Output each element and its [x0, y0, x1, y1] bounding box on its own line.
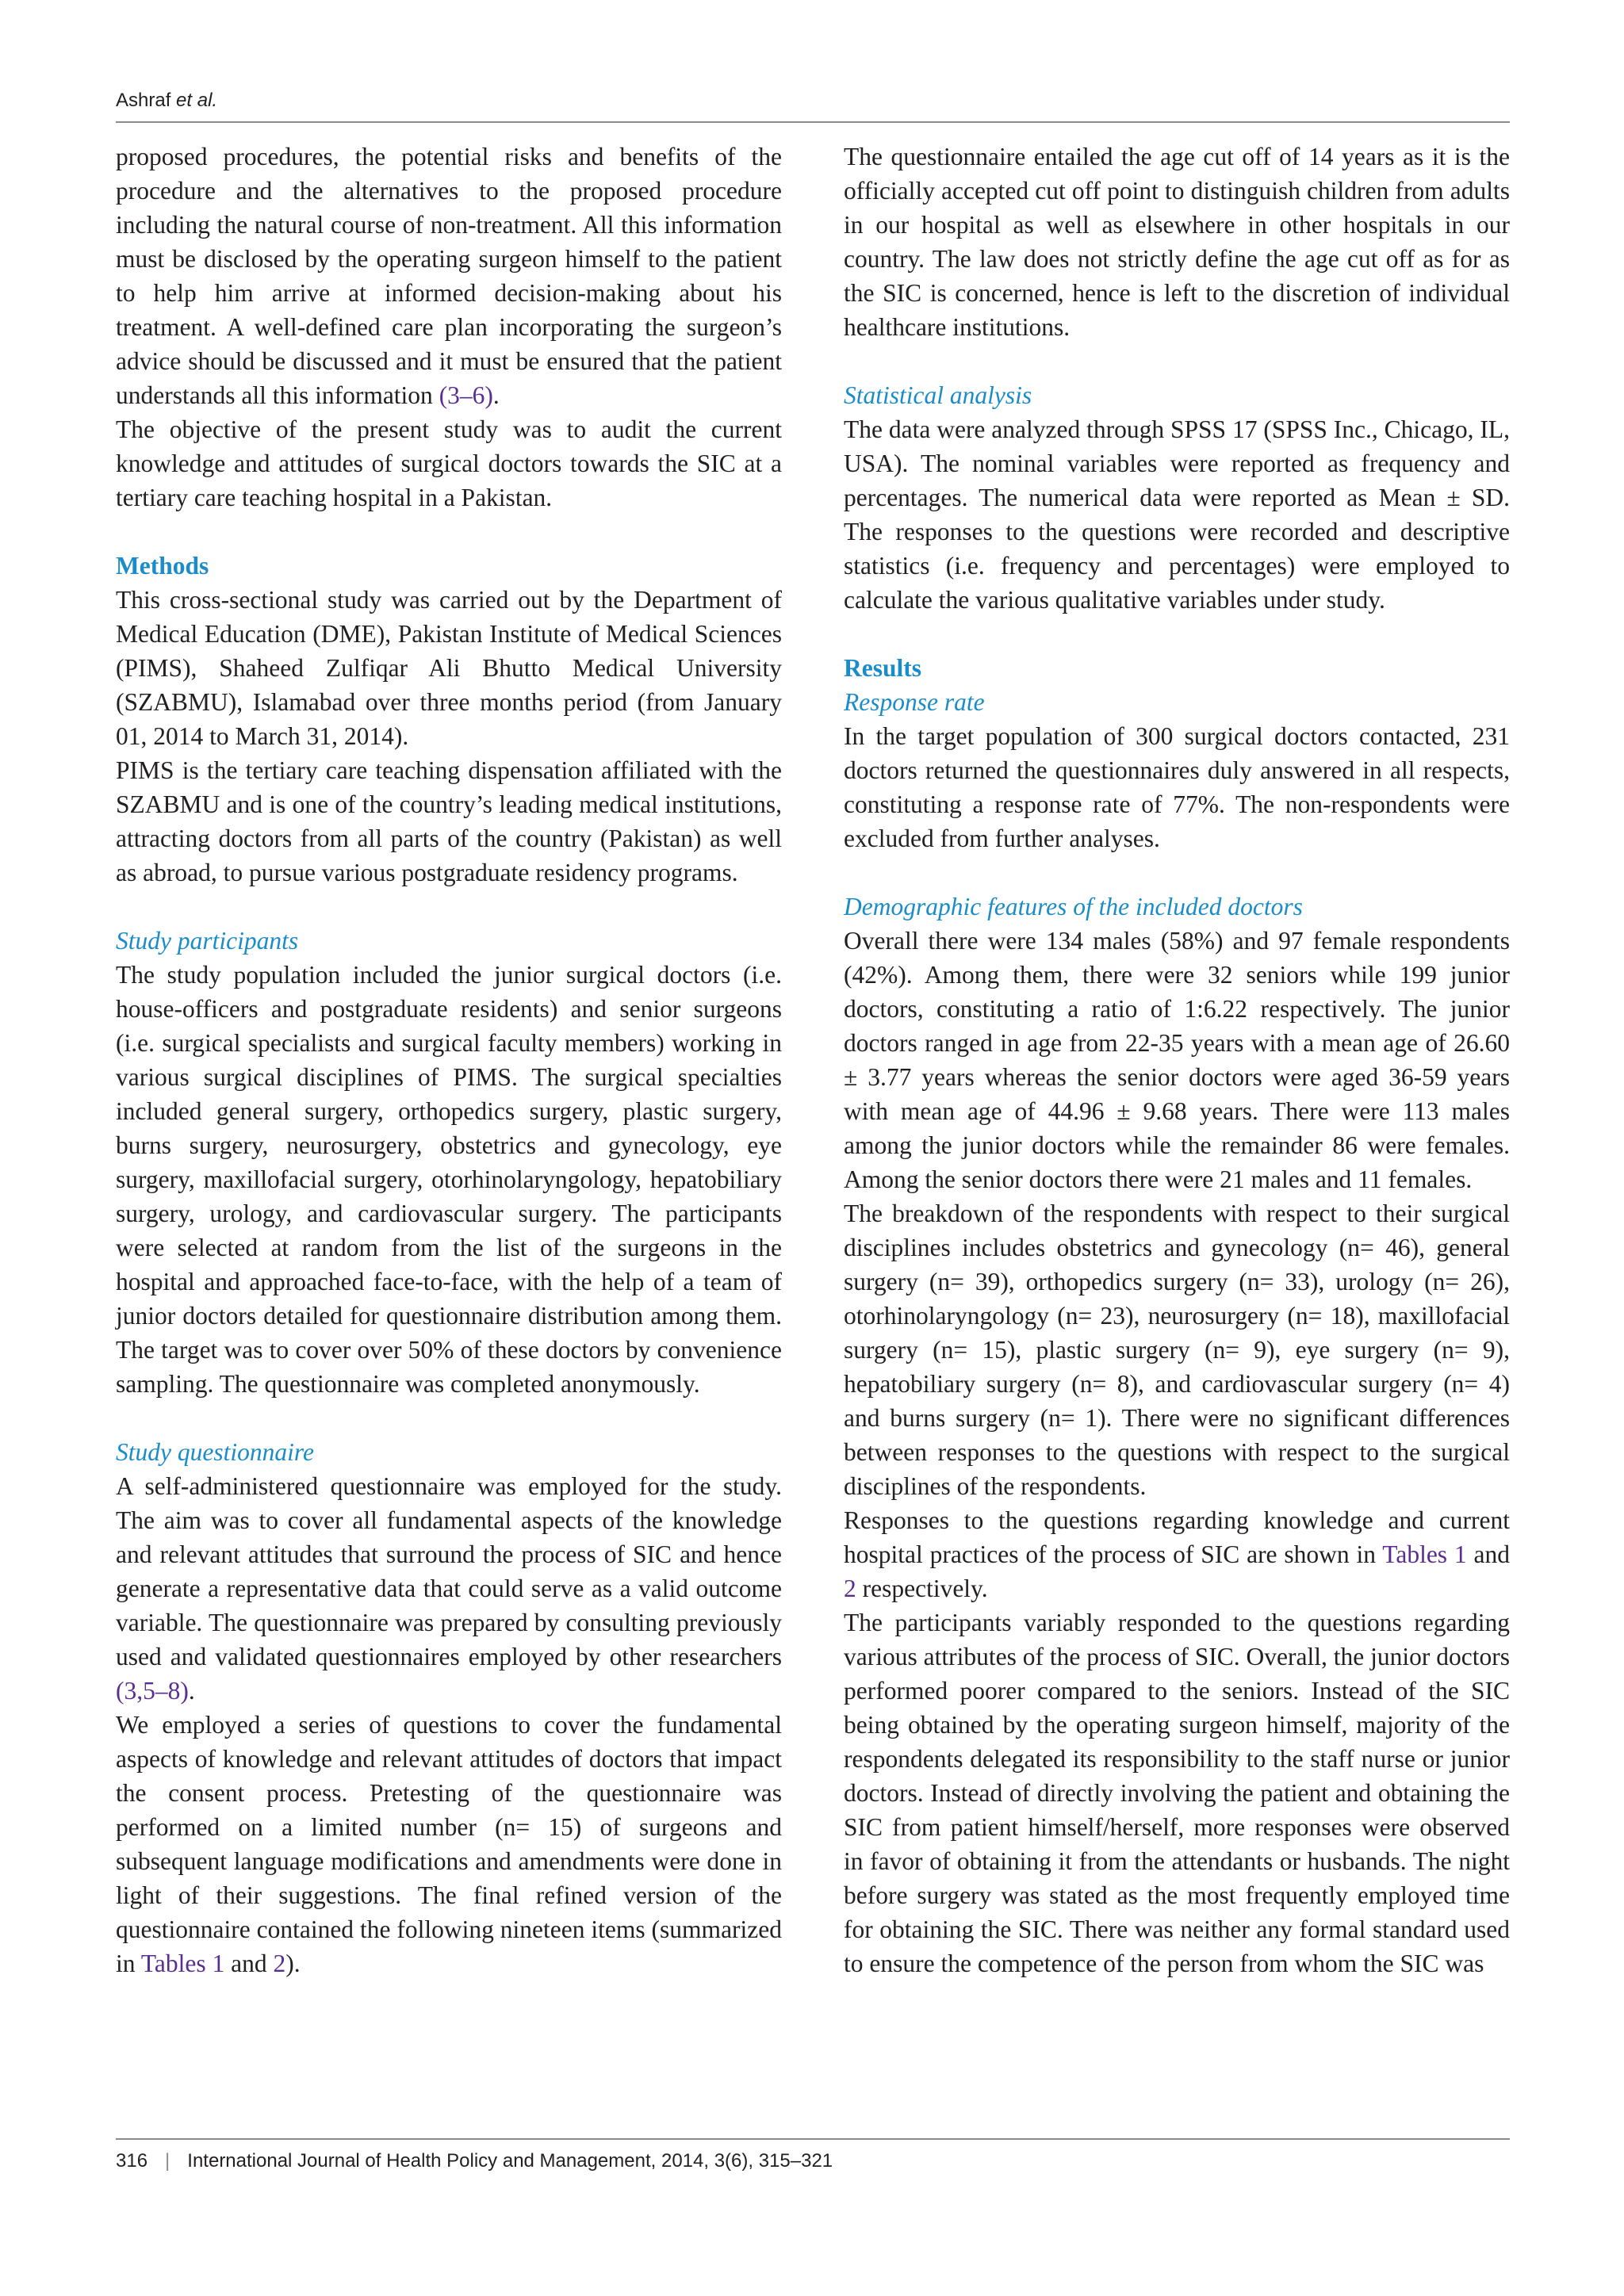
paragraph: This cross-sectional study was carried out by the Department of Medical Education (DME), Pakistan Institute of Medical Sciences (PIMS), Shaheed Zulfiqar Ali Bhutto Medical University (SZABMU), Islamabad over three months period (from January 01, 2014 to March 31, 2014). — [116, 586, 782, 750]
paragraph-text: We employed a series of questions to cover the fundamental aspects of knowledge and relevant attitudes of doctors that impact the consent process. Pretesting of the questionnaire was performed on a limited number (n= 15) of surgeons and subsequent language modifications and amendments were done in light of their suggestions. The final refined version of the questionnaire contained the following nineteen items (summarized in — [116, 1711, 782, 1977]
header-rule — [116, 121, 1510, 123]
paragraph: The questionnaire entailed the age cut off of 14 years as it is the officially accepted cut off point to distinguish children from adults in our hospital as well as elsewhere in other hospitals in our country. The law does not strictly define the age cut off as for as the SIC is concerned, hence is left to the discretion of individual healthcare institutions. — [844, 143, 1510, 341]
paragraph-text: ). — [285, 1950, 301, 1977]
paragraph: The objective of the present study was to audit the current knowledge and attitudes of surgical doctors towards the SIC at a tertiary care teaching hospital in a Pakistan. — [116, 415, 782, 511]
page-footer — [116, 2150, 833, 2172]
paragraph — [844, 1503, 1510, 1605]
paragraph: The study population included the junior surgical doctors (i.e. house-officers and postgraduate residents) and senior surgeons (i.e. surgical specialists and surgical faculty members) working in various surgical disciplines of PIMS. The surgical specialties included general surgery, orthopedics surgery, plastic surgery, burns surgery, neurosurgery, obstetrics and gynecology, eye surgery, maxillofacial surgery, otorhinolaryngology, hepatobiliary surgery, urology, and cardiovascular surgery. The participants were selected at random from the list of the surgeons in the hospital and approached face-to-face, with the help of a team of junior doctors detailed for questionnaire distribution among them. The target was to cover over 50% of these doctors by convenience sampling. The questionnaire was completed anonymously. — [116, 961, 782, 1398]
paragraph: A self-administered questionnaire was employed for the study. The aim was to cover all fundamental aspects of the knowledge and relevant attitudes that surround the process of SIC and hence generate a representative data that could serve as a valid outcome variable. The questionnaire was prepared by consulting previously used and validated questionnaires employed by other researchers (3,5–8). — [116, 1472, 782, 1705]
table-link[interactable]: 2 — [273, 1950, 286, 1977]
paragraph: The breakdown of the respondents with respect to their surgical disciplines includes obstetrics and gynecology (n= 46), general surgery (n= 39), orthopedics surgery (n= 33), urology (n= 26), otorhinolaryngology (n= 23), neurosurgery (n= 18), maxillofacial surgery (n= 15), plastic surgery (n= 9), eye surgery (n= 9), hepatobiliary surgery (n= 8), and cardiovascular surgery (n= 4) and burns surgery (n= 1). There were no significant differences between responses to the questions with respect to the surgical disciplines of the respondents. — [844, 1200, 1510, 1500]
table-link[interactable]: 2 — [844, 1575, 856, 1602]
subsection-heading-demographics: Demographic features of the included doctors — [844, 893, 1303, 920]
right-column — [844, 140, 1510, 1980]
paragraph-text: respectively. — [862, 1575, 988, 1602]
paragraph: The participants variably responded to the questions regarding various attributes of the process of SIC. Overall, the junior doctors performed poorer compared to the seniors. Instead of the SIC being obtained by the operating surgeon himself, majority of the respondents delegated its responsibility to the staff nurse or junior doctors. Instead of directly involving the patient and obtaining the SIC from patient himself/herself, more responses were observed in favor of obtaining it from the attendants or husbands. The night before surgery was stated as the most frequently employed time for obtaining the SIC. There was neither any formal standard used to ensure the competence of the person from whom the SIC was — [844, 1609, 1510, 1977]
citation-link[interactable]: (3,5–8) — [116, 1677, 189, 1705]
paragraph: Overall there were 134 males (58%) and 97 female respondents (42%). Among them, there were 32 seniors while 199 junior doctors, constituting a ratio of 1:6.22 respectively. The junior doctors ranged in age from 22-35 years with a mean age of 26.60 ± 3.77 years whereas the senior doctors were aged 36-59 years with mean age of 44.96 ± 9.68 years. There were 113 males among the junior doctors while the remainder 86 were females. Among the senior doctors there were 21 males and 11 females. — [844, 927, 1510, 1193]
subsection-heading-response-rate: Response rate — [844, 688, 985, 716]
paragraph — [116, 1708, 782, 1980]
paragraph: In the target population of 300 surgical doctors contacted, 231 doctors returned the questionnaires duly answered in all respects, constituting a response rate of 77%. The non-respondents were excluded from further analyses. — [844, 722, 1510, 852]
journal-citation: International Journal of Health Policy and Management, 2014, 3(6), 315–321 — [187, 2150, 833, 2172]
paragraph-text: proposed procedures, the potential risks and benefits of the procedure and the alternatives to the proposed procedure including the natural course of non-treatment. All this information must be disclosed by the operating surgeon himself to the patient to help him arrive at informed decision-making about his treatment. A well-defined care plan incorporating the surgeon’s advice should be discussed and it must be ensured that the patient understands all this information — [116, 143, 782, 409]
paragraph-text: Responses to the questions regarding knowledge and current hospital practices of the process of SIC are shown in — [844, 1506, 1510, 1568]
running-header — [116, 90, 217, 112]
citation-link[interactable]: (3–6) — [439, 381, 493, 409]
paragraph: The data were analyzed through SPSS 17 (SPSS Inc., Chicago, IL, USA). The nominal variables were reported as frequency and percentages. The numerical data were reported as Mean ± SD. The responses to the questions were recorded and descriptive statistics (i.e. frequency and percentages) were employed to calculate the various qualitative variables under study. — [844, 415, 1510, 614]
left-column — [116, 140, 782, 1980]
paragraph-text: A self-administered questionnaire was employed for the study. The aim was to cover all fundamental aspects of the knowledge and relevant attitudes that surround the process of SIC and hence generate a representative data that could serve as a valid outcome variable. The questionnaire was prepared by consulting previously used and validated questionnaires employed by other researchers — [116, 1472, 782, 1670]
header-author: Ashraf — [116, 90, 171, 111]
footer-separator: | — [165, 2150, 170, 2172]
subsection-heading-statistics: Statistical analysis — [844, 381, 1032, 409]
paragraph: proposed procedures, the potential risks and benefits of the procedure and the alternatives to the proposed procedure including the natural course of non-treatment. All this information must be disclosed by the operating surgeon himself to the patient to help him arrive at informed decision-making about his treatment. A well-defined care plan incorporating the surgeon’s advice should be discussed and it must be ensured that the patient understands all this information (3–6). — [116, 143, 782, 409]
paragraph-text: and — [231, 1950, 267, 1977]
table-link[interactable]: Tables 1 — [1382, 1540, 1467, 1568]
header-etal: et al. — [176, 90, 218, 111]
subsection-heading-participants: Study participants — [116, 927, 299, 955]
section-heading-methods: Methods — [116, 552, 209, 580]
paragraph-text: and — [1473, 1540, 1511, 1568]
section-heading-results: Results — [844, 654, 922, 682]
footer-rule — [116, 2138, 1510, 2140]
table-link[interactable]: Tables 1 — [140, 1950, 225, 1977]
paragraph: PIMS is the tertiary care teaching dispensation affiliated with the SZABMU and is one of the country’s leading medical institutions, attracting doctors from all parts of the country (Pakistan) as well as abroad, to pursue various postgraduate residency programs. — [116, 756, 782, 886]
subsection-heading-questionnaire: Study questionnaire — [116, 1438, 314, 1466]
page-number: 316 — [116, 2150, 148, 2172]
